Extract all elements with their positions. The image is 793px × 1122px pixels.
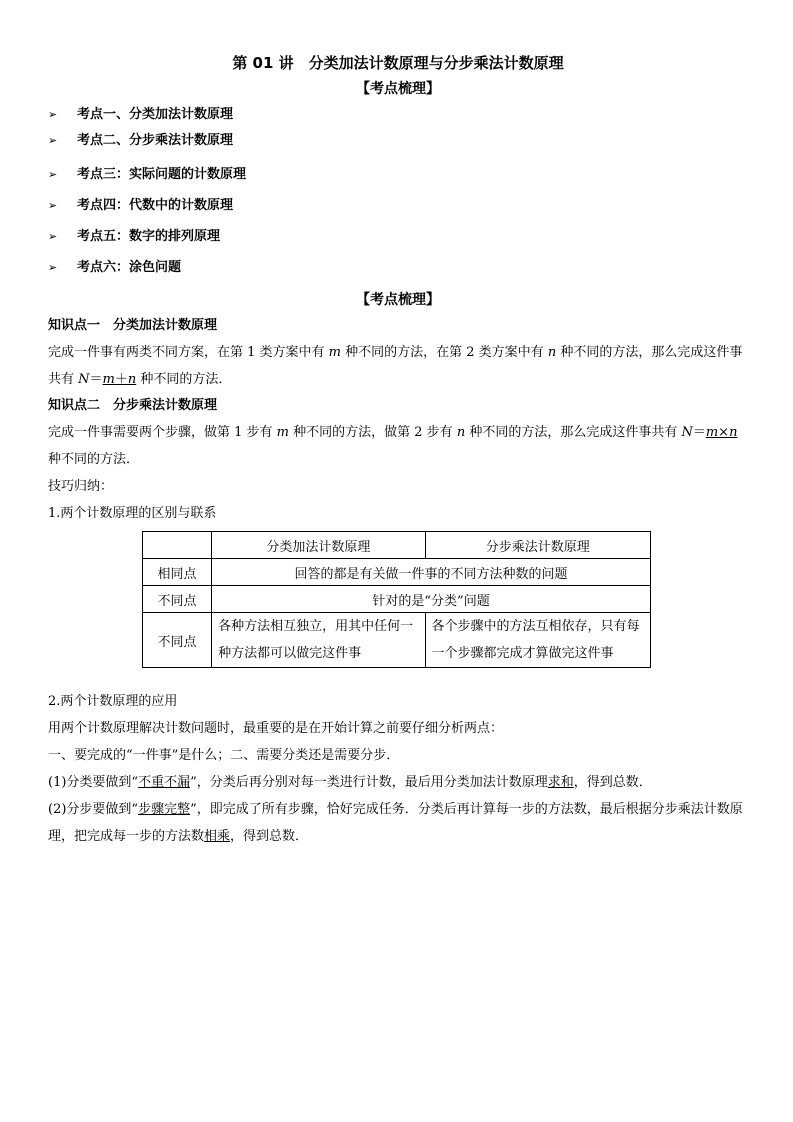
- knowledge-point-1-title: 知识点一 分类加法计数原理: [48, 318, 218, 333]
- table-header-cell: 分步乘法计数原理: [425, 532, 650, 559]
- knowledge-point-1-text: 完成一件事有两类不同方案，在第 1 类方案中有 m 种不同的方法，在第 2 类方案中有 n 种不同的方法，那么完成这件事共有 N＝m＋n 种不同的方法．: [48, 345, 743, 387]
- table-row-header: 不同点: [143, 613, 212, 668]
- document-page: [48, 50, 748, 850]
- skills-paragraph: 一、要完成的“一件事”是什么；二、需要分类还是需要分步．: [48, 748, 400, 763]
- section-heading-1: 【考点梳理】: [356, 81, 440, 97]
- underlined-term: 不重不漏: [138, 775, 191, 790]
- table-row: [143, 559, 651, 586]
- knowledge-point-2-text: 完成一件事需要两个步骤，做第 1 步有 m 种不同的方法，做第 2 步有 n 种不同的方法，那么完成这件事共有 N＝m×n 种不同的方法．: [48, 425, 738, 467]
- underlined-term: 求和: [547, 775, 574, 790]
- topic-item: ➢ 考点五：数字的排列原理: [48, 221, 748, 252]
- underlined-term: 步骤完整: [138, 802, 191, 817]
- formula-sum: m＋n: [102, 372, 137, 387]
- topic-item: ➢ 考点二、分步乘法计数原理: [48, 128, 748, 159]
- topic-item: ➢ 考点四：代数中的计数原理: [48, 190, 748, 221]
- page-title: 第 01 讲 分类加法计数原理与分步乘法计数原理: [232, 54, 564, 72]
- arrow-bullet-icon: ➢: [48, 168, 58, 181]
- skills-paragraph: (1)分类要做到“不重不漏”，分类后再分别对每一类进行计数，最后用分类加法计数原理求和，得到总数．: [48, 775, 652, 790]
- table-row: [143, 586, 651, 613]
- skills-title: 技巧归纳：: [48, 479, 114, 494]
- table-cell: 针对的是“分类”问题: [212, 586, 651, 613]
- skills-section-1-title: 1.两个计数原理的区别与联系: [48, 506, 217, 521]
- arrow-bullet-icon: ➢: [48, 199, 58, 212]
- formula-product: m×n: [705, 425, 738, 440]
- table-row: [143, 613, 651, 668]
- skills-paragraph: (2)分步要做到“步骤完整”，即完成了所有步骤，恰好完成任务．分类后再计算每一步的方法数，最后根据分步乘法计数原理，把完成每一步的方法数相乘，得到总数．: [48, 802, 743, 844]
- arrow-bullet-icon: ➢: [48, 108, 58, 121]
- topic-list: [48, 102, 748, 283]
- section-heading-2: 【考点梳理】: [356, 292, 440, 308]
- table-row: [143, 532, 651, 559]
- table-cell: 各个步骤中的方法互相依存，只有每一个步骤都完成才算做完这件事: [425, 613, 650, 668]
- arrow-bullet-icon: ➢: [48, 230, 58, 243]
- table-cell: 回答的都是有关做一件事的不同方法种数的问题: [212, 559, 651, 586]
- arrow-bullet-icon: ➢: [48, 134, 58, 147]
- arrow-bullet-icon: ➢: [48, 261, 58, 274]
- topic-item: ➢ 考点三：实际问题的计数原理: [48, 159, 748, 190]
- table-row-header: 相同点: [143, 559, 212, 586]
- table-row-header: 不同点: [143, 586, 212, 613]
- topic-item: ➢ 考点一、分类加法计数原理: [48, 102, 748, 128]
- table-cell: [143, 532, 212, 559]
- comparison-table: [142, 531, 651, 668]
- knowledge-point-2-title: 知识点二 分步乘法计数原理: [48, 398, 218, 413]
- underlined-term: 相乘: [204, 829, 231, 844]
- table-header-cell: 分类加法计数原理: [212, 532, 425, 559]
- table-cell: 各种方法相互独立，用其中任何一种方法都可以做完这件事: [212, 613, 425, 668]
- skills-paragraph: 用两个计数原理解决计数问题时，最重要的是在开始计算之前要仔细分析两点：: [48, 721, 504, 736]
- skills-section-2-title: 2.两个计数原理的应用: [48, 694, 178, 709]
- topic-item: ➢ 考点六：涂色问题: [48, 252, 748, 283]
